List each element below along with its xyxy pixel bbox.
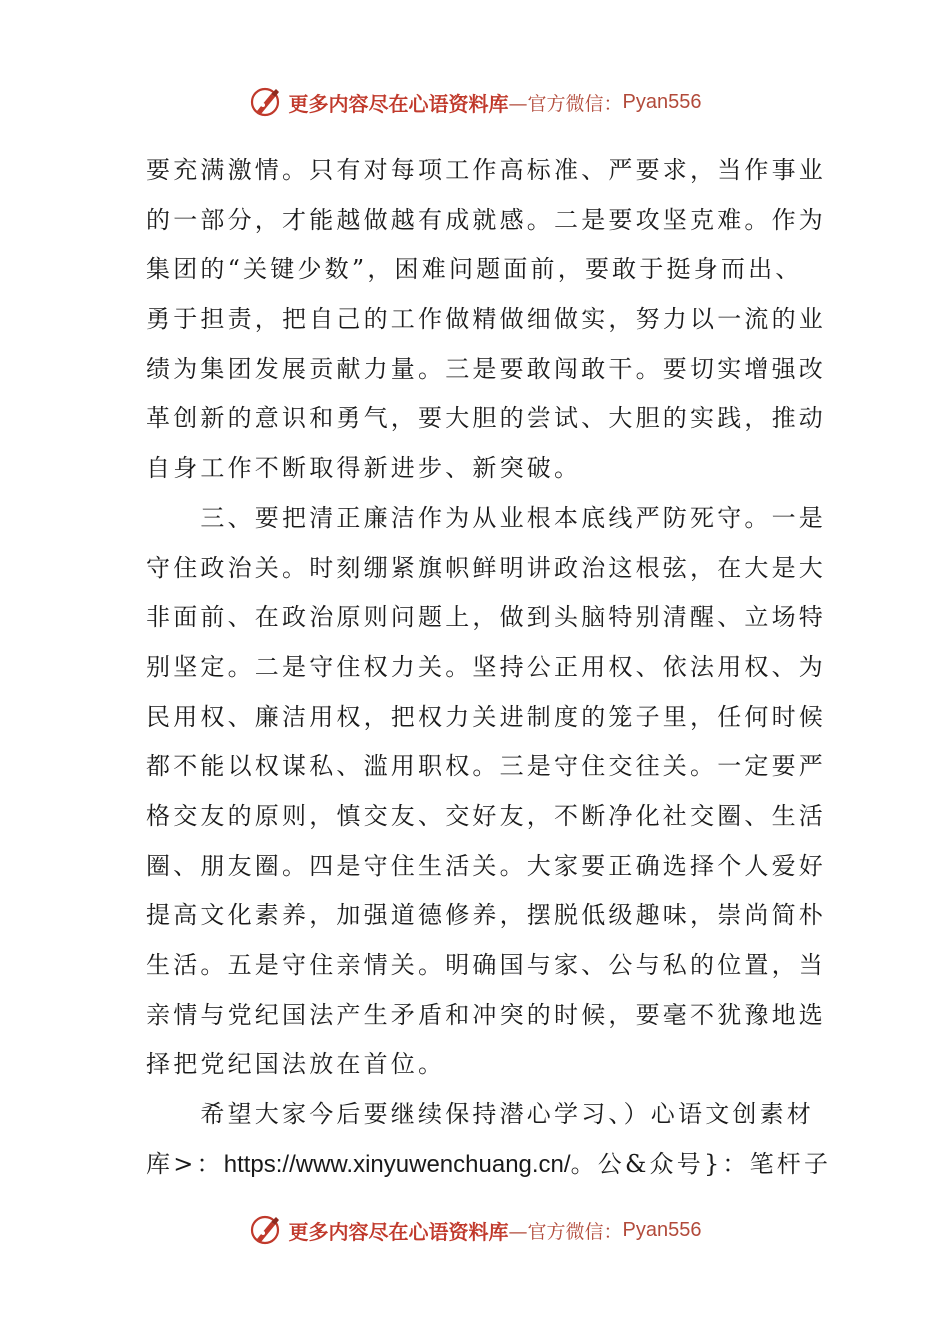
text-line: 非面前、在政治原则问题上，做到头脑特别清醒、立场特 [146,603,826,632]
header-wechat-handle: Pyan556 [622,90,702,113]
text-line: 要充满激情。只有对每项工作高标准、严要求，当作事业 [146,156,826,184]
text-line: 提高文化素养，加强道德修养，摆脱低级趣味，崇尚简朴 [146,901,826,930]
text-line: 勇于担责，把自己的工作做精做细做实，努力以一流的业 [146,305,826,334]
source-url-link[interactable]: https://www.xinyuwenchuang.cn/ [223,1150,571,1178]
text-line: 民用权、廉洁用权，把权力关进制度的笼子里，任何时候 [146,702,826,731]
body-paragraphs [146,146,832,1189]
text-line: 守住政治关。时刻绷紧旗帜鲜明讲政治这根弦，在大是大 [146,553,826,582]
pen-circle-logo-icon [249,1213,283,1247]
text-line: 择把党纪国法放在首位。 [146,1050,446,1079]
last-line-prefix: 库>： [146,1149,224,1178]
header-banner [0,82,950,122]
text-line: 格交友的原则，慎交友、交好友，不断净化社交圈、生活 [146,801,826,830]
footer-banner [0,1210,950,1250]
text-line: 三、要把清正廉洁作为从业根本底线严防死守。一是 [146,503,826,532]
pen-circle-logo-icon [249,85,283,119]
footer-wechat-handle: Pyan556 [622,1218,702,1241]
text-line: 别坚定。二是守住权力关。坚持公正用权、依法用权、为 [146,652,826,681]
text-line: 圈、朋友圈。四是守住生活关。大家要正确选择个人爱好 [146,851,826,880]
text-line: 生活。五是守住亲情关。明确国与家、公与私的位置，当 [146,951,826,979]
text-line: 希望大家今后要继续保持潜心学习、）心语文创素材 [146,1100,814,1129]
text-line: 绩为集团发展贡献力量。三是要敢闯敢干。要切实增强改 [146,354,826,383]
text-line: 集团的“关键少数”，困难问题面前，要敢于挺身而出、 [146,255,803,284]
text-line: 革创新的意识和勇气，要大胆的尝试、大胆的实践，推动 [146,404,826,433]
header-contact-label: —官方微信： [508,92,623,115]
header-brand-text: 更多内容尽在心语资料库 [288,91,509,116]
text-line: 的一部分，才能越做越有成就感。二是要攻坚克难。作为 [146,205,826,234]
footer-contact-label: —官方微信： [508,1220,623,1243]
text-line: 自身工作不断取得新进步、新突破。 [146,454,582,483]
text-line: 都不能以权谋私、滥用职权。三是守住交往关。一定要严 [146,752,826,781]
document-body [146,146,832,1189]
text-line: 亲情与党纪国法产生矛盾和冲突的时候，要毫不犹豫地选 [146,1000,826,1029]
last-line-suffix: 。公&众号}：笔杆子 [570,1149,832,1178]
footer-brand-text: 更多内容尽在心语资料库 [288,1219,509,1244]
text-line-last [146,1140,832,1190]
